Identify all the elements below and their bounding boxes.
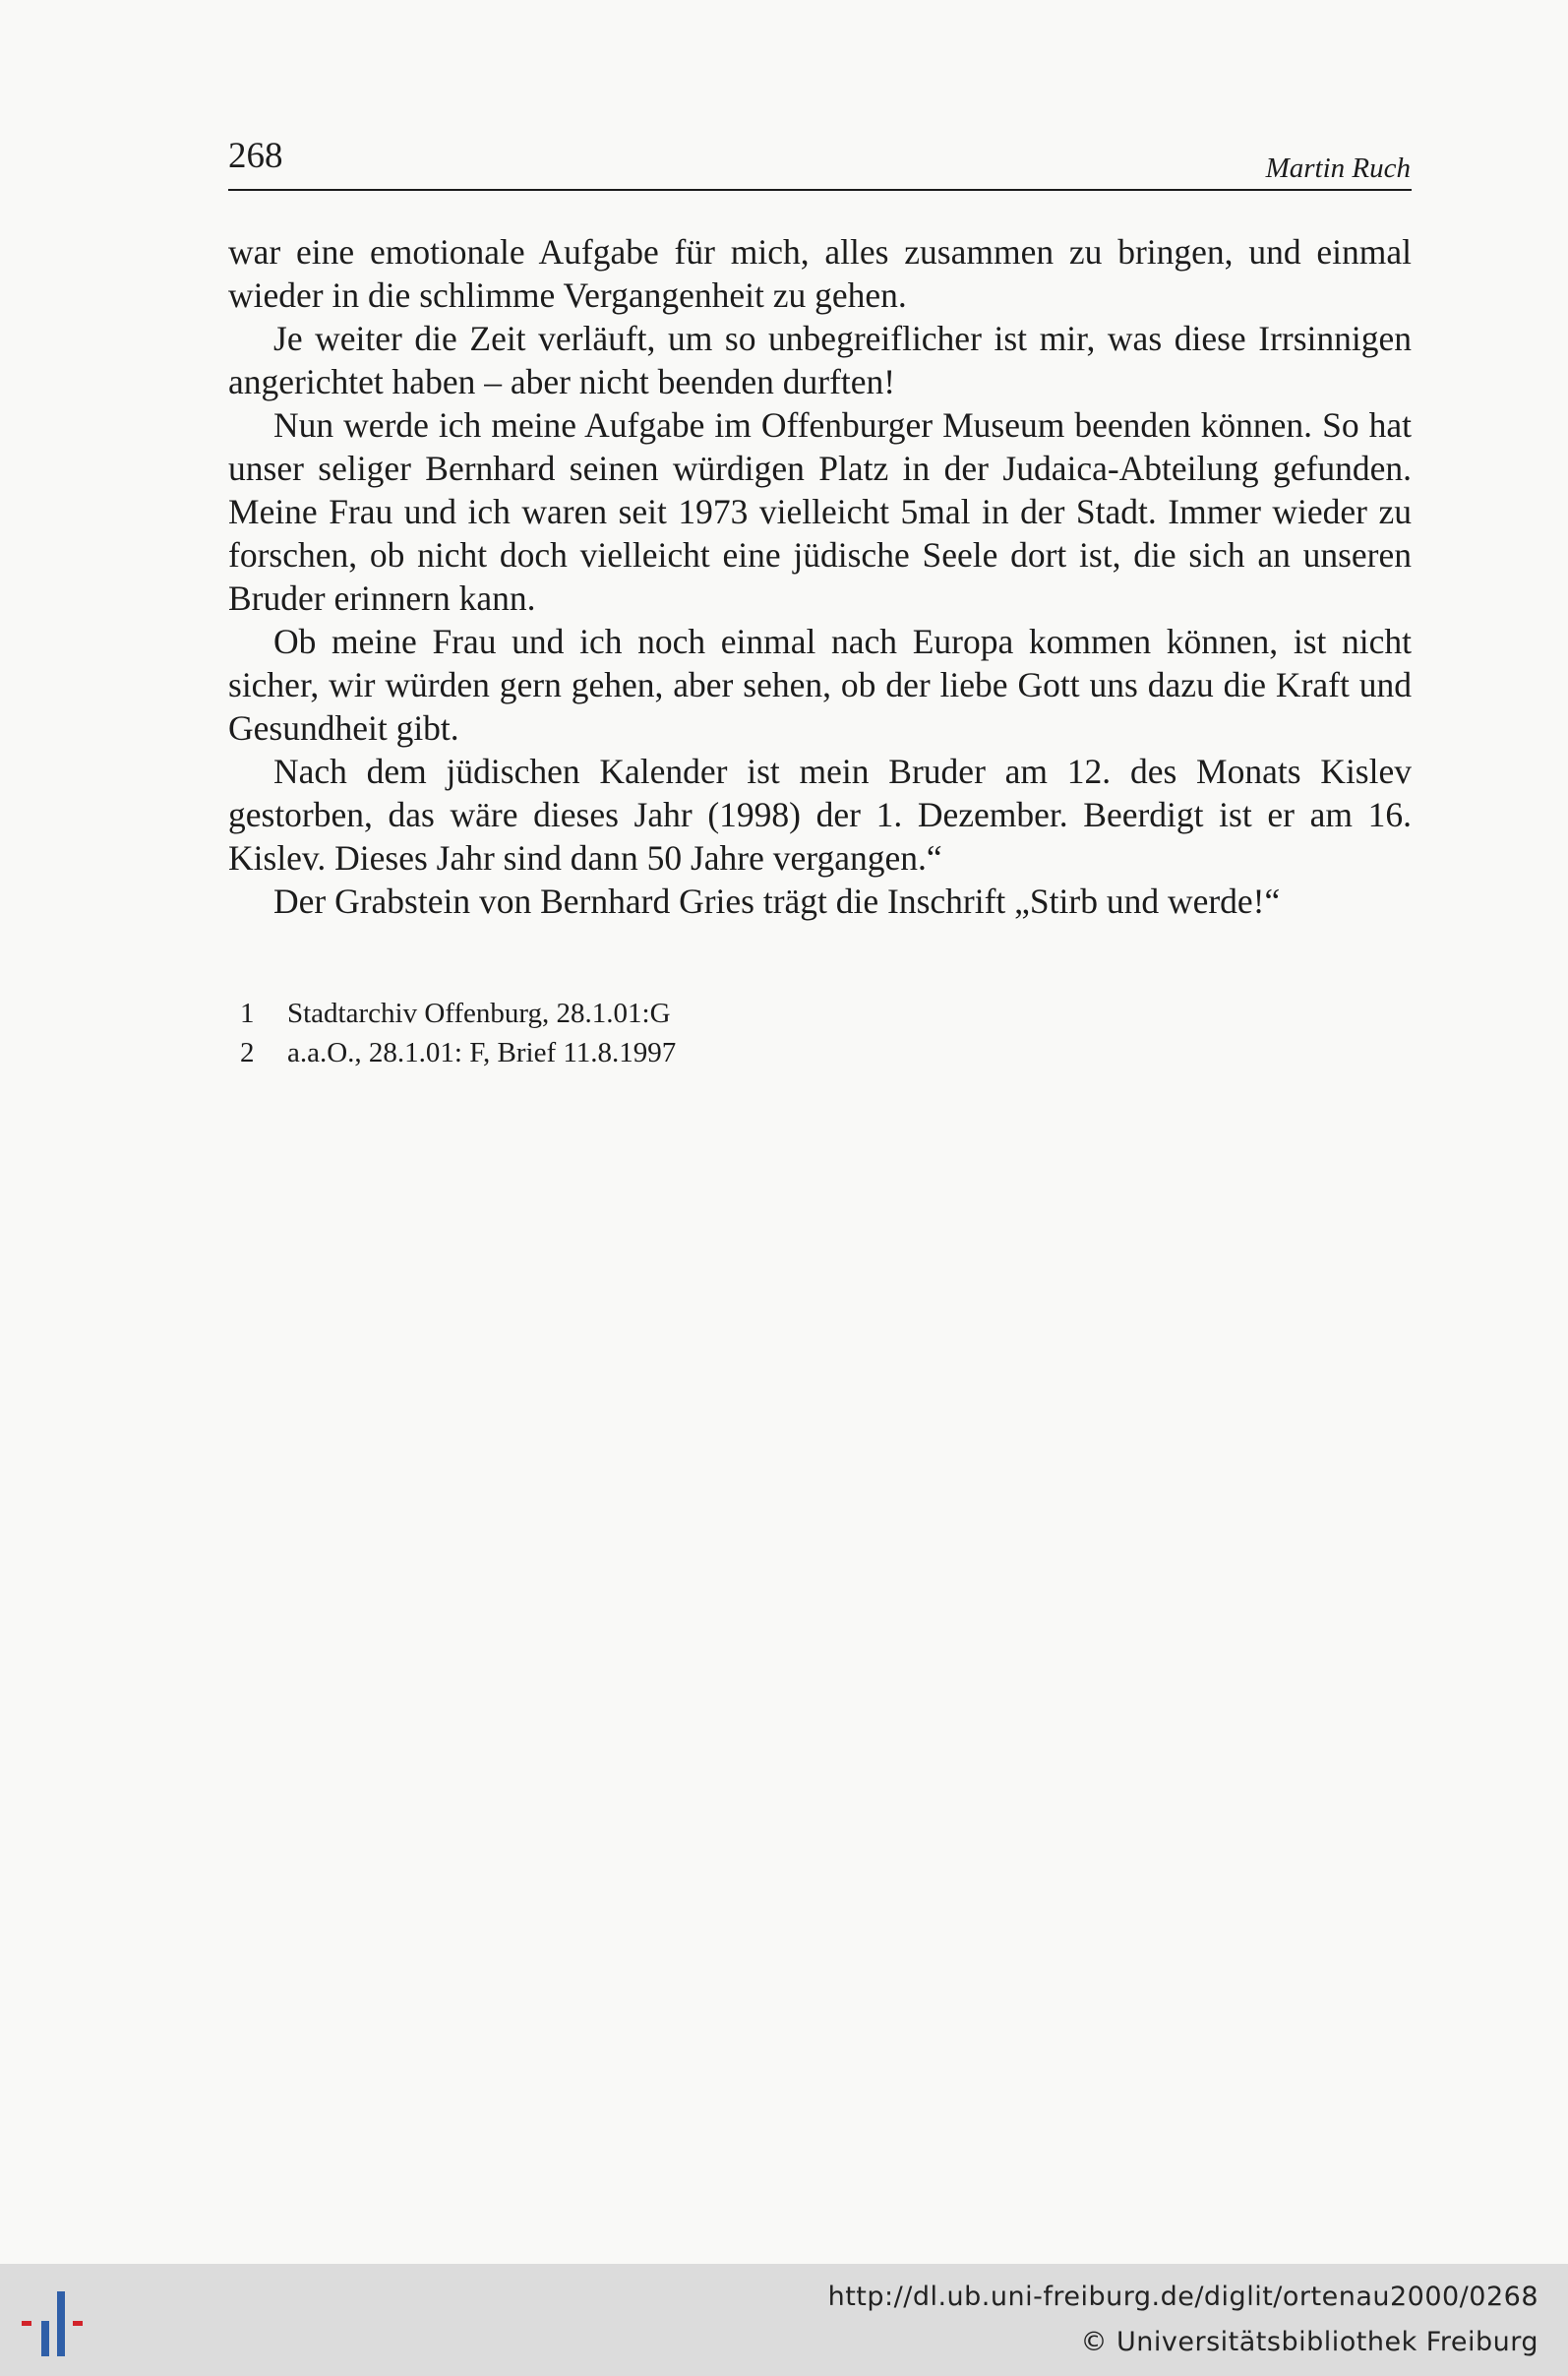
paragraph: Nach dem jüdischen Kalender ist mein Bruder am 12. des Monats Kislev gestorben, das wäre dieses Jahr (1998) der 1. Dezember. Beerdigt ist er am 16. Kislev. Dieses Jahr sind dann 50 Jahre vergangen.“ bbox=[228, 752, 1412, 878]
footer-copyright: © Universitätsbibliothek Freiburg bbox=[1080, 2327, 1538, 2357]
footnote-text: a.a.O., 28.1.01: F, Brief 11.8.1997 bbox=[287, 1037, 677, 1068]
paragraph: Ob meine Frau und ich noch einmal nach Europa kommen können, ist nicht sicher, wir würden gern gehen, aber sehen, ob der liebe Gott uns dazu die Kraft und Gesundheit gibt. bbox=[228, 622, 1412, 748]
footnote bbox=[240, 994, 676, 1033]
ub-freiburg-logo-icon bbox=[20, 2284, 98, 2362]
header-rule bbox=[228, 189, 1412, 191]
page-number: 268 bbox=[228, 136, 283, 176]
logo-red-dash-right bbox=[73, 2321, 83, 2326]
paragraph: Der Grabstein von Bernhard Gries trägt die Inschrift „Stirb und werde!“ bbox=[273, 882, 1281, 921]
footnote bbox=[240, 1033, 676, 1072]
footer-bar bbox=[0, 2264, 1568, 2376]
footnote-number: 1 bbox=[240, 998, 255, 1029]
logo-blue-bar-short bbox=[41, 2321, 49, 2356]
paragraph: Je weiter die Zeit verläuft, um so unbegreiflicher ist mir, was diese Irrsinnigen angerichtet haben – aber nicht beenden durften! bbox=[228, 319, 1412, 401]
footnote-number: 2 bbox=[240, 1037, 255, 1068]
body-text bbox=[228, 230, 1412, 923]
logo-blue-bar-tall bbox=[57, 2291, 65, 2356]
paragraph: war eine emotionale Aufgabe für mich, alles zusammen zu bringen, und einmal wieder in die schlimme Vergangenheit zu gehen. bbox=[228, 232, 1412, 315]
footnote-text: Stadtarchiv Offenburg, 28.1.01:G bbox=[287, 998, 671, 1029]
running-head-author: Martin Ruch bbox=[1265, 152, 1411, 184]
paragraph: Nun werde ich meine Aufgabe im Offenburger Museum beenden können. So hat unser seliger Bernhard seinen würdigen Platz in der Judaica-Abteilung gefunden. Meine Frau und ich waren seit 1973 vielleicht 5mal in der Stadt. Immer wieder zu forschen, ob nicht doch vielleicht eine jüdische Seele dort ist, die sich an unseren Bruder erinnern kann. bbox=[228, 405, 1412, 618]
footnotes bbox=[240, 994, 676, 1072]
footer-url-link[interactable]: http://dl.ub.uni-freiburg.de/diglit/ortenau2000/0268 bbox=[827, 2282, 1538, 2312]
logo-red-dash-left bbox=[22, 2321, 31, 2326]
